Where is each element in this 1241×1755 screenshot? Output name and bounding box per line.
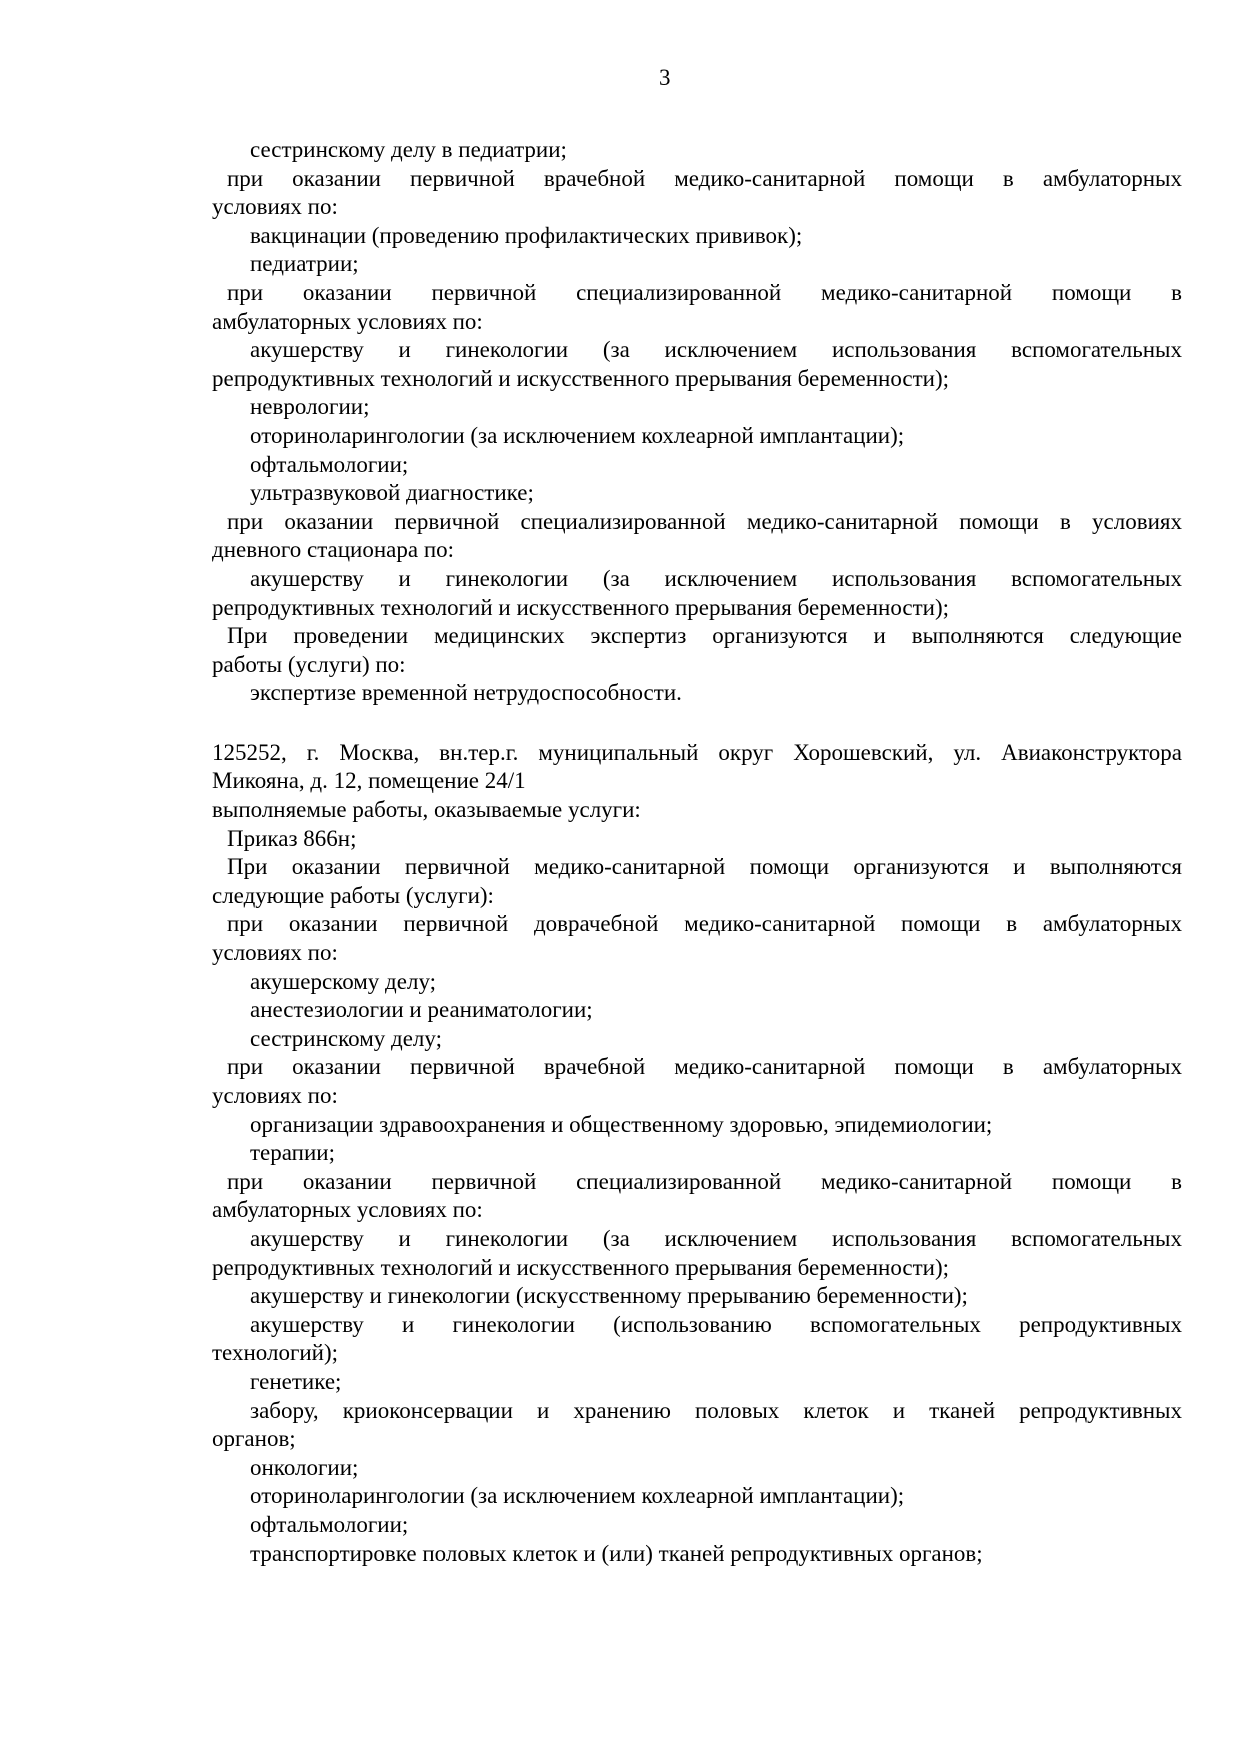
paragraph xyxy=(212,250,1182,279)
text-line: дневного стационара по: xyxy=(212,537,455,563)
text-line: репродуктивных технологий и искусственного прерывания беременности); xyxy=(212,1254,950,1280)
text-line: оториноларингологии (за исключением кохлеарной имплантации); xyxy=(250,1483,905,1509)
text-line: технологий); xyxy=(212,1340,339,1366)
paragraph xyxy=(212,796,1182,825)
paragraph xyxy=(212,1168,1182,1225)
text-line: при оказании первичной врачебной медико-санитарной помощи в амбулаторных xyxy=(227,165,1182,191)
paragraph xyxy=(212,1225,1182,1282)
paragraph xyxy=(212,422,1182,451)
paragraph xyxy=(212,565,1182,622)
paragraph xyxy=(212,1454,1182,1483)
paragraph xyxy=(212,853,1182,910)
paragraph xyxy=(212,222,1182,251)
text-line: при оказании первичной специализированной медико-санитарной помощи в xyxy=(227,279,1182,305)
text-line: организации здравоохранения и общественному здоровью, эпидемиологии; xyxy=(250,1111,993,1137)
paragraph xyxy=(212,393,1182,422)
text-line: неврологии; xyxy=(250,394,370,420)
text-line: акушерству и гинекологии (за исключением использования вспомогательных xyxy=(250,1225,1182,1251)
text-line: условиях по: xyxy=(212,194,338,220)
text-line: амбулаторных условиях по: xyxy=(212,308,483,334)
section-gap xyxy=(212,708,1182,739)
paragraph xyxy=(212,508,1182,565)
text-line: следующие работы (услуги): xyxy=(212,882,494,908)
paragraph xyxy=(212,1311,1182,1368)
text-line: вакцинации (проведению профилактических прививок); xyxy=(250,222,803,248)
paragraph xyxy=(212,1540,1182,1569)
paragraph xyxy=(212,968,1182,997)
paragraph xyxy=(212,1397,1182,1454)
paragraph xyxy=(212,622,1182,679)
text-line: при оказании первичной доврачебной медико-санитарной помощи в амбулаторных xyxy=(227,911,1182,937)
text-line: транспортировке половых клеток и (или) тканей репродуктивных органов; xyxy=(250,1540,983,1566)
paragraph xyxy=(212,1053,1182,1110)
paragraph xyxy=(212,479,1182,508)
text-line: офтальмологии; xyxy=(250,1511,409,1537)
document-body xyxy=(212,136,1182,1568)
text-line: акушерству и гинекологии (искусственному прерыванию беременности); xyxy=(250,1283,968,1309)
text-line: амбулаторных условиях по: xyxy=(212,1197,483,1223)
text-line: акушерству и гинекологии (использованию вспомогательных репродуктивных xyxy=(250,1311,1182,1337)
text-line: При оказании первичной медико-санитарной помощи организуются и выполняются xyxy=(227,854,1182,880)
text-line: сестринскому делу; xyxy=(250,1025,442,1051)
text-line: При проведении медицинских экспертиз организуются и выполняются следующие xyxy=(227,623,1182,649)
paragraph xyxy=(212,136,1182,165)
paragraph xyxy=(212,1368,1182,1397)
paragraph xyxy=(212,165,1182,222)
paragraph xyxy=(212,739,1182,796)
text-line: акушерству и гинекологии (за исключением использования вспомогательных xyxy=(250,565,1182,591)
text-line: 125252, г. Москва, вн.тер.г. муниципальный округ Хорошевский, ул. Авиаконструктора xyxy=(212,739,1182,765)
text-line: при оказании первичной специализированной медико-санитарной помощи в xyxy=(227,1168,1182,1194)
text-line: забору, криоконсервации и хранению половых клеток и тканей репродуктивных xyxy=(250,1397,1182,1423)
text-line: выполняемые работы, оказываемые услуги: xyxy=(212,797,641,823)
paragraph xyxy=(212,451,1182,480)
paragraph xyxy=(212,336,1182,393)
text-line: оториноларингологии (за исключением кохлеарной имплантации); xyxy=(250,422,905,448)
text-line: акушерскому делу; xyxy=(250,968,437,994)
text-line: работы (услуги) по: xyxy=(212,651,406,677)
paragraph xyxy=(212,1282,1182,1311)
text-line: ультразвуковой диагностике; xyxy=(250,480,534,506)
text-line: терапии; xyxy=(250,1140,335,1166)
text-line: генетике; xyxy=(250,1368,342,1394)
text-line: педиатрии; xyxy=(250,251,359,277)
text-line: Приказ 866н; xyxy=(227,825,357,851)
text-line: офтальмологии; xyxy=(250,451,409,477)
paragraph xyxy=(212,679,1182,708)
page-number: 3 xyxy=(659,65,671,90)
paragraph xyxy=(212,279,1182,336)
text-line: репродуктивных технологий и искусственного прерывания беременности); xyxy=(212,594,950,620)
text-line: при оказании первичной врачебной медико-санитарной помощи в амбулаторных xyxy=(227,1054,1182,1080)
text-line: условиях по: xyxy=(212,1083,338,1108)
text-line: экспертизе временной нетрудоспособности. xyxy=(250,680,682,706)
paragraph xyxy=(212,1482,1182,1511)
paragraph xyxy=(212,910,1182,967)
paragraph xyxy=(212,1025,1182,1054)
text-line: условиях по: xyxy=(212,940,338,966)
paragraph xyxy=(212,825,1182,854)
text-line: при оказании первичной специализированной медико-санитарной помощи в условиях xyxy=(227,508,1182,534)
paragraph xyxy=(212,996,1182,1025)
text-line: репродуктивных технологий и искусственного прерывания беременности); xyxy=(212,365,950,391)
text-line: сестринскому делу в педиатрии; xyxy=(250,137,567,162)
text-line: органов; xyxy=(212,1426,296,1452)
text-line: онкологии; xyxy=(250,1454,359,1480)
text-line: акушерству и гинекологии (за исключением использования вспомогательных xyxy=(250,337,1182,363)
text-line: анестезиологии и реаниматологии; xyxy=(250,997,593,1023)
paragraph xyxy=(212,1139,1182,1168)
text-line: Микояна, д. 12, помещение 24/1 xyxy=(212,768,526,794)
paragraph xyxy=(212,1511,1182,1540)
paragraph xyxy=(212,1111,1182,1140)
